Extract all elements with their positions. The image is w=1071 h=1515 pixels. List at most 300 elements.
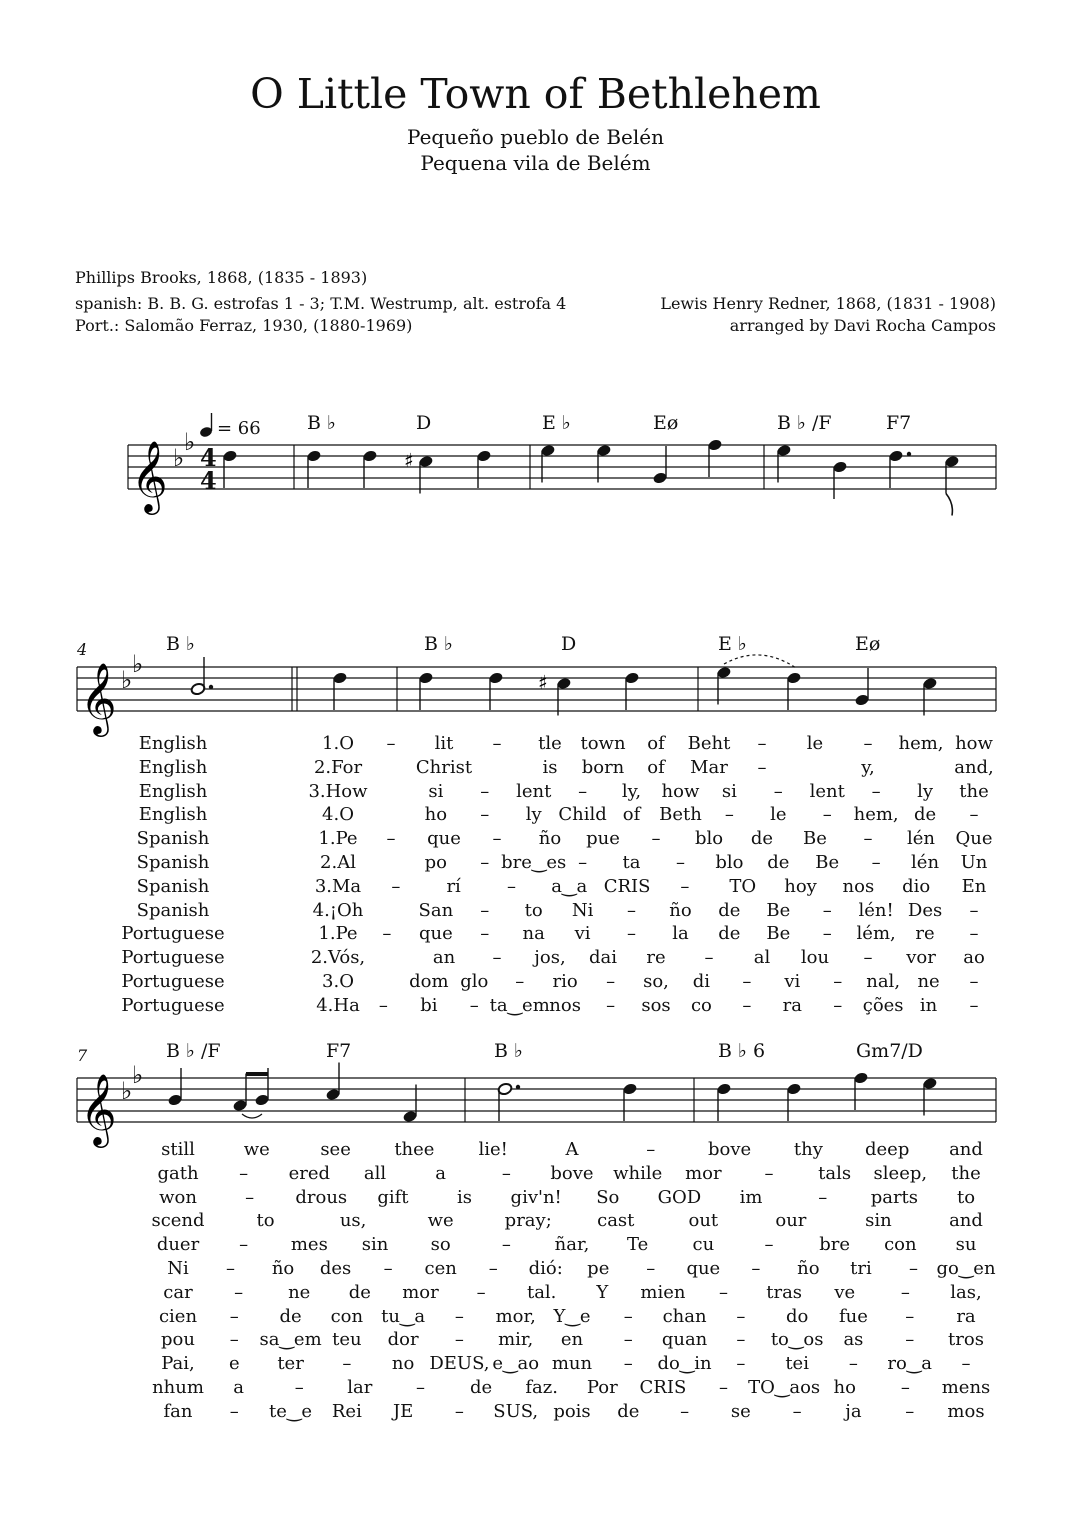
lyric-syllable: bre [819, 1234, 851, 1256]
lyric-hyphen: – [764, 1162, 774, 1184]
chord-symbol: B ♭ /F [166, 1040, 221, 1062]
svg-text:4: 4 [200, 443, 217, 472]
lyric-hyphen: – [848, 1353, 858, 1375]
lyric-syllable: so [430, 1234, 451, 1256]
lyric-hyphen: – [480, 804, 490, 826]
lyric-syllable: mien [640, 1281, 686, 1303]
lyric-syllable: con [884, 1234, 917, 1256]
verse-label: English [138, 780, 208, 802]
lyric-hyphen: – [492, 828, 502, 850]
lyric-syllable: do‿in [657, 1353, 712, 1375]
lyric-hyphen: – [501, 1234, 511, 1256]
lyric-syllable: 4.O [322, 804, 354, 826]
dot [209, 685, 213, 689]
lyric-syllable: de [718, 923, 741, 945]
lyric-hyphen: – [606, 994, 616, 1016]
lyric-hyphen: – [969, 994, 979, 1016]
treble-clef-icon: 𝄞 [131, 439, 168, 512]
lyric-syllable: lent [516, 780, 552, 802]
lyric-hyphen: – [476, 1281, 486, 1303]
sharp-accidental: ♯ [538, 670, 548, 695]
lyric-syllable: lén! [858, 899, 894, 921]
lyric-hyphen: – [833, 994, 843, 1016]
lyric-syllable: sa‿em [259, 1329, 322, 1351]
lyric-syllable: mor [402, 1281, 439, 1303]
tempo-quarter-note-icon [199, 413, 213, 438]
treble-clef-icon: 𝄞 [80, 661, 117, 734]
lyric-syllable: de [750, 828, 774, 850]
lyric-syllable: lén [911, 852, 940, 873]
tempo-marking: = 66 [217, 418, 261, 439]
lyric-hyphen: – [234, 1281, 244, 1303]
lyric-hyphen: – [792, 1400, 802, 1422]
lyric-hyphen: – [961, 1353, 971, 1375]
lyric-syllable: all [363, 1162, 387, 1184]
lyric-syllable: lén [906, 828, 936, 850]
lyric-syllable: drous [295, 1186, 348, 1208]
lyric-syllable: ly [917, 780, 934, 802]
lyric-syllable: Child [558, 804, 607, 826]
lyric-syllable: de [279, 1305, 302, 1327]
lyric-syllable: a‿a [551, 875, 588, 897]
lyric-syllable: pue [586, 828, 620, 850]
lyric-syllable: fue [838, 1305, 868, 1327]
lyric-syllable: 2.Vós, [310, 947, 366, 969]
lyric-syllable: Un [960, 852, 988, 873]
lyric-hyphen: – [226, 1258, 236, 1279]
lyric-syllable: GOD [657, 1186, 702, 1208]
lyric-hyphen: – [623, 1353, 633, 1375]
lyric-syllable: sin [865, 1210, 892, 1232]
lyric-syllable: ções [862, 994, 904, 1016]
lyric-syllable: le [806, 733, 824, 754]
lyric-hyphen: – [680, 1400, 690, 1422]
chord-symbol: E ♭ [718, 633, 747, 655]
lyric-hyphen: – [764, 1234, 774, 1256]
lyric-syllable: while [613, 1162, 663, 1184]
lyric-syllable: out [688, 1210, 719, 1232]
lyric-syllable: JE [392, 1400, 414, 1422]
lyric-syllable: le [770, 804, 787, 826]
lyric-hyphen: – [623, 1329, 633, 1351]
lyric-syllable: que [418, 923, 453, 945]
lyric-syllable: bove [550, 1162, 594, 1184]
lyric-syllable: re [915, 923, 935, 945]
lyric-hyphen: – [229, 1329, 239, 1351]
lyric-syllable: in [919, 994, 938, 1016]
lyric-syllable: de [469, 1377, 493, 1398]
lyric-hyphen: – [651, 828, 661, 850]
lyric-syllable: tu‿a [381, 1305, 426, 1327]
lyric-syllable: rio [552, 971, 578, 992]
verse-label: Spanish [136, 852, 210, 873]
chord-symbol: Eø [653, 412, 679, 434]
lyric-syllable: 1.Pe [318, 923, 358, 945]
lyric-syllable: a [233, 1377, 244, 1398]
lyric-syllable: to [956, 1186, 976, 1208]
lyric-hyphen: – [492, 733, 502, 754]
lyric-syllable: de [718, 899, 741, 921]
chord-symbol: B ♭ /F [777, 412, 832, 434]
verse-label: English [138, 756, 208, 778]
lyric-syllable: born [581, 756, 625, 778]
lyric-syllable: sos [641, 994, 671, 1016]
lyric-syllable: SUS, [493, 1400, 539, 1422]
lyric-hyphen: – [469, 994, 479, 1016]
lyric-hyphen: – [239, 1234, 249, 1256]
lyric-syllable: no [391, 1353, 415, 1375]
lyric-syllable: Be [766, 899, 791, 921]
lyric-syllable: lou [800, 947, 830, 969]
lyric-hyphen: – [239, 1162, 249, 1184]
lyric-syllable: faz. [525, 1377, 558, 1398]
lyric-syllable: town [580, 733, 626, 754]
lyric-syllable: how [661, 780, 700, 802]
lyric-hyphen: – [871, 780, 881, 802]
lyric-syllable: 3.How [308, 780, 368, 802]
svg-text:♭: ♭ [121, 666, 133, 694]
lyric-syllable: car [163, 1281, 193, 1303]
lyric-syllable: lém, [856, 923, 896, 945]
credit-spanish-translation: spanish: B. B. G. estrofas 1 - 3; T.M. Westrump, alt. estrofa 4 [75, 294, 567, 313]
lyric-hyphen: – [742, 971, 752, 992]
lyric-syllable: en [560, 1329, 584, 1351]
lyric-syllable: dom [409, 971, 449, 992]
lyric-syllable: mun [551, 1353, 593, 1375]
subtitle-portuguese: Pequena vila de Belém [420, 151, 651, 175]
lyric-hyphen: – [245, 1186, 255, 1208]
lyric-syllable: of [647, 733, 665, 754]
lyric-hyphen: – [863, 733, 873, 754]
lyric-hyphen: – [871, 852, 881, 873]
lyric-hyphen: – [863, 947, 873, 969]
lyric-hyphen: – [454, 1305, 464, 1327]
lyric-hyphen: – [680, 875, 690, 897]
lyric-syllable: teu [332, 1329, 362, 1351]
lyric-syllable: ho [833, 1377, 856, 1398]
lyric-syllable: ra [782, 994, 802, 1016]
lyric-syllable: the [959, 780, 989, 802]
slur [242, 1114, 262, 1118]
lyric-syllable: hem, [853, 804, 899, 826]
key-signature-flats [121, 650, 143, 694]
verse-label: Spanish [136, 828, 210, 850]
lyric-syllable: lent [809, 780, 845, 802]
lyric-syllable: do [785, 1305, 809, 1327]
chord-symbol: B ♭ [494, 1040, 523, 1062]
lyric-syllable: Ni [167, 1258, 189, 1279]
lyric-syllable: to‿os [770, 1329, 824, 1351]
lyric-hyphen: – [294, 1377, 304, 1398]
lyric-syllable: pois [553, 1400, 591, 1422]
lyric-syllable: to [256, 1210, 275, 1232]
lyric-hyphen: – [627, 899, 637, 921]
svg-text:♭: ♭ [173, 444, 185, 472]
lyric-hyphen: – [757, 733, 767, 754]
lyric-syllable: we [427, 1210, 454, 1232]
lyric-syllable: ja [845, 1400, 862, 1422]
lyric-syllable: won [159, 1186, 197, 1208]
lyric-syllable: lit [434, 733, 454, 754]
lyric-hyphen: – [969, 971, 979, 992]
lyric-hyphen: – [719, 1281, 729, 1303]
lyric-syllable: ta [622, 852, 641, 873]
lyric-hyphen: – [382, 923, 392, 945]
svg-text:♭: ♭ [184, 428, 196, 456]
lyric-hyphen: – [480, 780, 490, 802]
lyric-hyphen: – [969, 899, 979, 921]
lyric-syllable: pe [587, 1258, 610, 1279]
lyric-hyphen: – [454, 1329, 464, 1351]
lyric-syllable: ne [917, 971, 940, 992]
verse-label: Spanish [136, 899, 210, 921]
chord-symbol: F7 [326, 1040, 352, 1062]
lyric-syllable: ño [538, 828, 562, 850]
lyric-hyphen: – [900, 1281, 910, 1303]
svg-text:♭: ♭ [132, 650, 144, 678]
lyric-syllable: cien [158, 1305, 198, 1327]
lyric-syllable: thy [793, 1139, 823, 1160]
lyric-hyphen: – [822, 899, 832, 921]
lyric-hyphen: – [623, 1305, 633, 1327]
lyric-syllable: y, [861, 756, 875, 778]
lyric-hyphen: – [905, 1400, 915, 1422]
lyric-syllable: San [418, 899, 454, 921]
lyric-hyphen: – [488, 1258, 498, 1279]
lyric-syllable: is [457, 1186, 473, 1208]
lyric-syllable: vi [784, 971, 801, 992]
lyric-hyphen: – [386, 733, 396, 754]
lyric-syllable: im [739, 1186, 763, 1208]
lyric-syllable: ro‿a [887, 1353, 933, 1375]
chord-symbol: F7 [886, 412, 912, 434]
lyric-syllable: see [320, 1139, 351, 1160]
lyric-hyphen: – [736, 1305, 746, 1327]
lyric-hyphen: – [383, 1258, 393, 1279]
lyric-syllable: ne [288, 1281, 311, 1303]
lyric-hyphen: – [646, 1258, 656, 1279]
lyric-syllable: mor [685, 1162, 722, 1184]
time-signature [200, 443, 217, 495]
lyric-syllable: fan [163, 1400, 193, 1422]
lyric-syllable: te‿e [269, 1400, 313, 1422]
lyric-syllable: dio [902, 875, 931, 897]
lyric-syllable: tle [538, 733, 562, 754]
lyric-hyphen: – [773, 780, 783, 802]
lyric-hyphen: – [480, 923, 490, 945]
lyric-syllable: ao [963, 947, 985, 969]
lyric-hyphen: – [751, 1258, 761, 1279]
lyric-syllable: nal, [866, 971, 901, 992]
lyric-syllable: is [542, 756, 558, 778]
lyric-syllable: mos [947, 1400, 985, 1422]
lyric-syllable: des [319, 1258, 352, 1279]
lyric-syllable: cast [597, 1210, 635, 1232]
lyric-hyphen: – [342, 1353, 352, 1375]
lyric-syllable: quan [661, 1329, 708, 1351]
song-title: O Little Town of Bethlehem [250, 70, 821, 118]
svg-text:4: 4 [200, 466, 217, 495]
lyric-hyphen: – [501, 1162, 511, 1184]
lyric-hyphen: – [386, 828, 396, 850]
lyric-syllable: Des [907, 899, 943, 921]
lyric-syllable: de [913, 804, 937, 826]
lyric-hyphen: – [969, 923, 979, 945]
lyric-hyphen: – [506, 875, 516, 897]
verse-label: English [138, 804, 208, 826]
lyric-syllable: giv'n! [510, 1186, 562, 1208]
lyric-hyphen: – [578, 852, 588, 873]
lyric-hyphen: – [742, 994, 752, 1016]
lyric-syllable: ra [956, 1305, 976, 1327]
beam [246, 1072, 268, 1076]
lyric-syllable: Que [955, 828, 993, 850]
lyric-syllable: 4.¡Oh [312, 899, 364, 921]
lyric-hyphen: – [719, 1377, 729, 1398]
lyric-syllable: ly, [621, 780, 642, 802]
chord-symbol: E ♭ [542, 412, 571, 434]
lyric-hyphen: – [822, 804, 832, 826]
lyric-syllable: Be [803, 828, 827, 850]
lyric-syllable: duer [156, 1234, 200, 1256]
lyric-syllable: En [961, 875, 987, 897]
lyric-syllable: deep [865, 1139, 910, 1160]
svg-text:♭: ♭ [121, 1077, 133, 1105]
staff-system-1 [128, 445, 996, 489]
lyric-syllable: Be [766, 923, 791, 945]
chord-symbol: Eø [855, 633, 881, 655]
lyric-syllable: dió: [528, 1258, 563, 1279]
lyric-syllable: ñar, [554, 1234, 590, 1256]
lyric-syllable: ho [424, 804, 448, 826]
lyric-syllable: de [617, 1400, 640, 1422]
lyric-syllable: e‿ao [492, 1353, 540, 1375]
lyric-syllable: Beth [659, 804, 702, 826]
lyric-hyphen: – [492, 947, 502, 969]
lyric-syllable: still [161, 1139, 195, 1160]
lyric-syllable: Pai, [161, 1353, 195, 1375]
lyric-syllable: dai [588, 947, 618, 969]
lyric-hyphen: – [675, 852, 685, 873]
dot [516, 1085, 520, 1089]
lyric-hyphen: – [229, 1305, 239, 1327]
lyric-syllable: tri [850, 1258, 872, 1279]
lyric-syllable: sleep, [873, 1162, 928, 1184]
lyric-hyphen: – [627, 923, 637, 945]
lyric-syllable: a [435, 1162, 447, 1184]
lyric-hyphen: – [415, 1377, 425, 1398]
lyric-syllable: to [524, 899, 543, 921]
key-signature-flats [173, 428, 195, 472]
lyric-syllable: tei [785, 1353, 809, 1375]
lyric-syllable: con [330, 1305, 364, 1327]
lyric-syllable: nhum [152, 1377, 204, 1398]
lyric-syllable: 1.O [322, 733, 354, 754]
lyric-syllable: Y‿e [553, 1305, 591, 1327]
lyric-syllable: So [596, 1186, 620, 1208]
lyric-syllable: blo [715, 852, 744, 873]
lyric-syllable: the [951, 1162, 981, 1184]
lyric-syllable: 3.O [322, 971, 354, 992]
chord-symbol: Gm7/D [856, 1040, 923, 1062]
lyric-hyphen: – [905, 1329, 915, 1351]
chord-symbol: B ♭ [166, 633, 195, 655]
lyric-syllable: se [730, 1400, 751, 1422]
lyric-syllable: ered [288, 1162, 331, 1184]
verse-label: Portuguese [121, 923, 225, 945]
lyric-syllable: dor [387, 1329, 419, 1351]
lyric-syllable: and [949, 1139, 983, 1160]
lyric-syllable: 4.Ha [316, 994, 360, 1016]
lyric-syllable: si [721, 780, 737, 802]
lyric-syllable: gift [377, 1186, 409, 1208]
lyric-hyphen: – [578, 780, 588, 802]
credit-arranger: arranged by Davi Rocha Campos [729, 316, 996, 335]
lyric-syllable: parts [870, 1186, 919, 1208]
lyric-syllable: cen [424, 1258, 457, 1279]
lyric-syllable: nos [842, 875, 875, 897]
verse-label: Portuguese [121, 947, 225, 969]
lyric-syllable: 2.For [313, 756, 363, 778]
lyric-syllable: Mar [690, 756, 728, 778]
lyric-syllable: di [692, 971, 711, 992]
lyric-syllable: TO‿aos [748, 1377, 821, 1398]
lyric-syllable: as [843, 1329, 864, 1351]
lyric-syllable: Be [815, 852, 840, 873]
lyric-syllable: su [955, 1234, 977, 1256]
lyric-hyphen: – [704, 947, 714, 969]
lyric-syllable: la [672, 923, 689, 945]
lyric-syllable: po [424, 852, 448, 873]
lyric-syllable: ter [277, 1353, 304, 1375]
measure-number: 7 [77, 1046, 88, 1065]
lyric-syllable: Ni [571, 899, 594, 921]
chord-symbol: D [561, 633, 577, 655]
lyric-syllable: and, [954, 756, 994, 778]
lyric-hyphen: – [515, 971, 525, 992]
lyric-syllable: 1.Pe [318, 828, 358, 850]
lyric-syllable: Christ [415, 756, 473, 778]
lyric-syllable: jos, [534, 947, 566, 969]
lyric-syllable: vi [574, 923, 591, 945]
lyric-syllable: scend [151, 1210, 205, 1232]
lyric-hyphen: – [818, 1186, 828, 1208]
lyric-syllable: lie! [478, 1139, 508, 1160]
lyric-syllable: re [646, 947, 666, 969]
lyric-syllable: and [949, 1210, 983, 1232]
chord-symbol: D [416, 412, 432, 434]
lyric-syllable: A [565, 1139, 579, 1160]
lyric-syllable: que [686, 1258, 721, 1279]
lyric-syllable: bre‿es [501, 852, 567, 873]
lyric-syllable: of [647, 756, 665, 778]
lyric-syllable: ño [271, 1258, 295, 1279]
lyric-syllable: hoy [784, 875, 817, 897]
lyric-syllable: CRIS [603, 875, 651, 897]
lyric-syllable: our [775, 1210, 807, 1232]
lyric-hyphen: – [454, 1400, 464, 1422]
lyric-syllable: tals [818, 1162, 852, 1184]
lyric-hyphen: – [908, 1258, 918, 1279]
lyric-syllable: si [428, 780, 444, 802]
lyric-hyphen: – [863, 828, 873, 850]
dot [907, 452, 911, 456]
lyric-syllable: tras [766, 1281, 803, 1303]
lyric-syllable: Te [627, 1234, 649, 1256]
lyric-syllable: las, [950, 1281, 982, 1303]
key-signature-flats [121, 1061, 143, 1105]
flag [946, 494, 952, 516]
